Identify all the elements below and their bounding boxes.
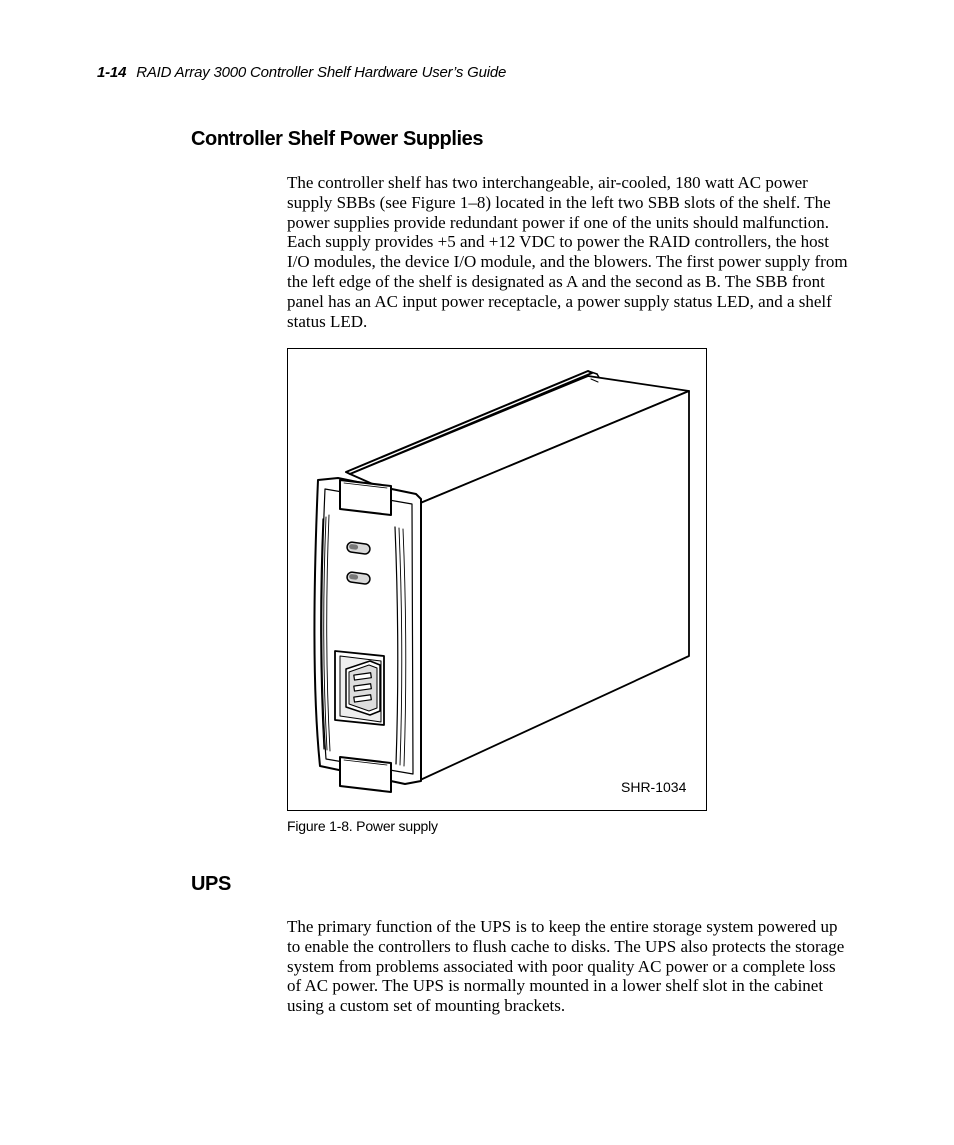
ups-paragraph: The primary function of the UPS is to keep the entire storage system powered up to enable the controllers to flush cache to disks. The UPS also protects the storage system from problems associated with poor quality AC power or a complete loss of AC power. The UPS is normally mounted in a lower shelf slot in the cabinet using a custom set of mounting brackets. <box>287 917 845 1016</box>
book-title: RAID Array 3000 Controller Shelf Hardware User’s Guide <box>136 64 507 81</box>
ac-input-receptacle-icon <box>335 651 384 725</box>
power-supply-illustration <box>288 349 708 812</box>
figure-caption: Figure 1-8. Power supply <box>287 818 438 834</box>
figure-id-label: SHR-1034 <box>621 779 687 795</box>
section-title-ups: UPS <box>191 873 231 895</box>
page-number: 1-14 <box>97 64 127 81</box>
power-supplies-paragraph: The controller shelf has two interchangeable, air-cooled, 180 watt AC power supply SBBs (see Figure 1–8) located in the left two SBB slots of the shelf. The power supplies provide redundant power if one of the units should malfunction. Each supply provides +5 and +12 VDC to power the RAID controllers, the host I/O modules, the device I/O module, and the blowers. The first power supply from the left edge of the shelf is designated as A and the second as B. The SBB front panel has an AC input power receptacle, a power supply status LED, and a shelf status LED. <box>287 173 848 331</box>
figure-power-supply <box>287 348 707 811</box>
running-header <box>97 64 506 81</box>
section-title-power-supplies: Controller Shelf Power Supplies <box>191 128 484 150</box>
